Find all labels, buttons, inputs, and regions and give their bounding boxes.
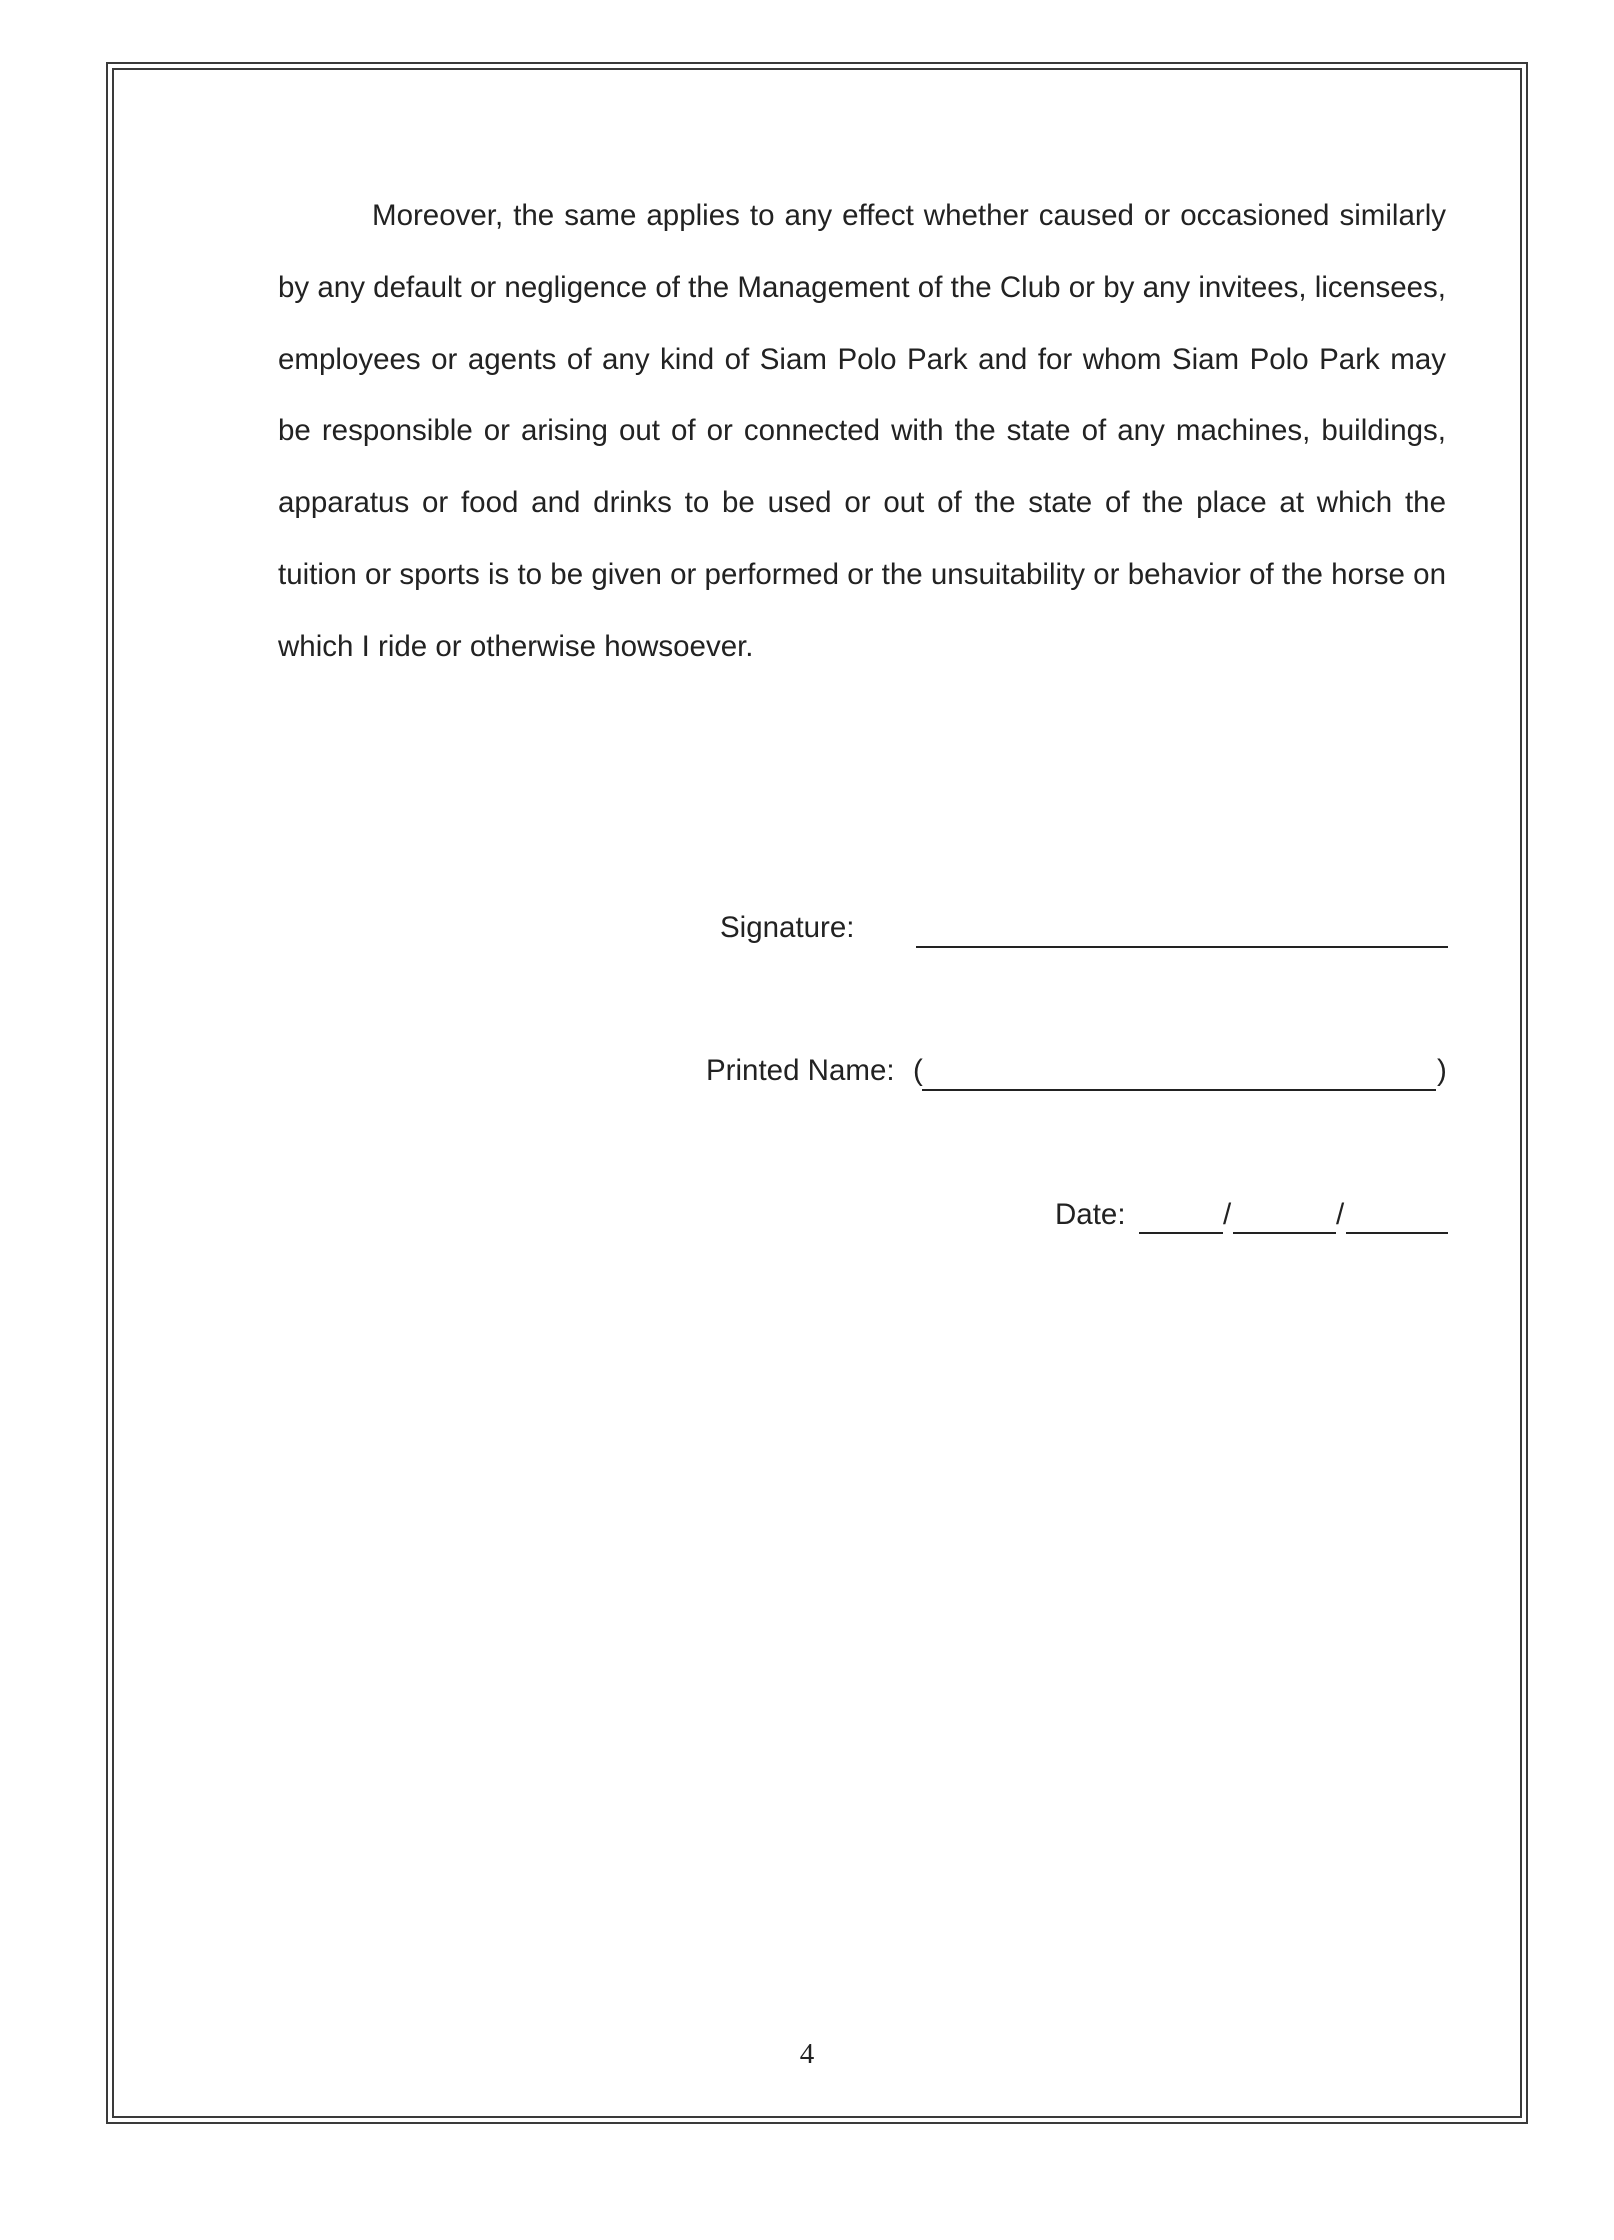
date-separator-2: / <box>1336 1198 1345 1231</box>
printed-name-line[interactable] <box>922 1089 1436 1091</box>
signature-line[interactable] <box>916 946 1448 948</box>
date-year-line[interactable] <box>1346 1232 1448 1234</box>
printed-name-label: Printed Name: <box>706 1054 895 1087</box>
date-month-line[interactable] <box>1233 1232 1336 1234</box>
date-day-line[interactable] <box>1139 1232 1223 1234</box>
printed-name-close-paren: ) <box>1437 1054 1447 1087</box>
page-number: 4 <box>799 2038 815 2070</box>
date-separator-1: / <box>1223 1198 1232 1231</box>
date-label: Date: <box>1055 1198 1126 1231</box>
signature-label: Signature: <box>720 911 855 944</box>
printed-name-open-paren: ( <box>913 1054 923 1087</box>
liability-paragraph: Moreover, the same applies to any effect whether caused or occasioned similarly by any default or negligence of the Management of the Club or by any invitees, licensees, employees or agents of any kind of Siam Polo Park and for whom Siam Polo Park may be responsible or arising out of or connected with the state of any machines, buildings, apparatus or food and drinks to be used or out of the state of the place at which the tuition or sports is to be given or performed or the unsuitability or behavior of the horse on which I ride or otherwise howsoever. <box>278 199 1446 663</box>
